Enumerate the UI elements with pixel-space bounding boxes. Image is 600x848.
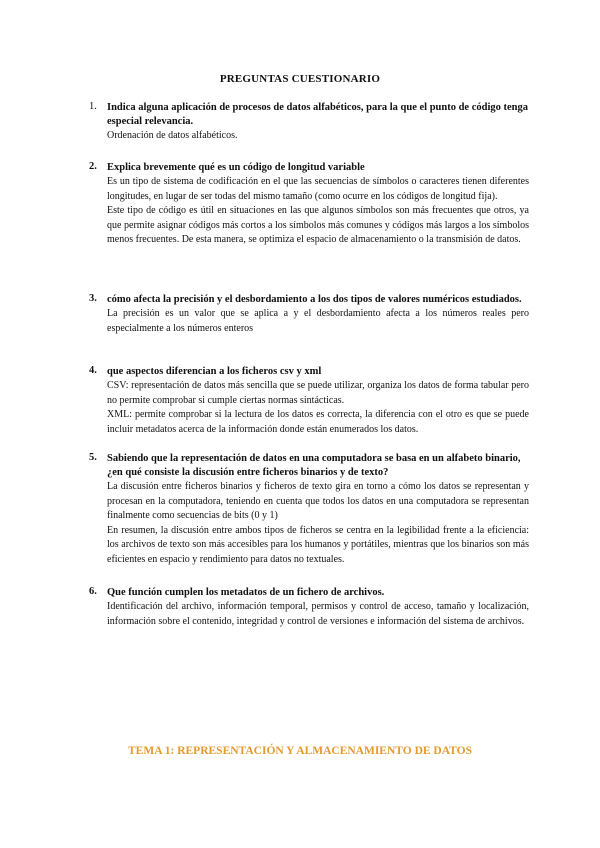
- question-4: [89, 365, 529, 437]
- question-text: que aspectos diferencian a los ficheros csv y xml: [107, 366, 322, 377]
- answer-paragraph: La precisión es un valor que se aplica a y el desbordamiento afecta a los números reales pero especialmente a los números enteros: [107, 308, 529, 334]
- question-text: Que función cumplen los metadatos de un fichero de archivos.: [107, 587, 385, 598]
- question-6: [89, 586, 529, 629]
- question-text: cómo afecta la precisión y el desbordamiento a los dos tipos de valores numéricos estudiados.: [107, 294, 522, 305]
- question-number: 4.: [89, 365, 97, 376]
- answer-paragraph: En resumen, la discusión entre ambos tipos de ficheros se centra en la legibilidad frente a la eficiencia: los archivos de texto son más accesibles para los humanos y portátiles, mientras que los binarios son más eficientes en espacio y rendimiento para datos no textuales.: [107, 524, 529, 565]
- page-title: PREGUNTAS CUESTIONARIO: [219, 73, 381, 85]
- question-text: Explica brevemente qué es un código de longitud variable: [107, 162, 365, 173]
- answer-paragraph: CSV: representación de datos más sencilla que se puede utilizar, organiza los datos de forma tabular pero no permite comprobar si cumple ciertas normas sintácticas.: [107, 380, 529, 406]
- question-text: Indica alguna aplicación de procesos de datos alfabéticos, para la que el punto de código tenga especial relevancia.: [107, 102, 529, 127]
- question-3: [89, 293, 529, 336]
- question-text: Sabiendo que la representación de datos en una computadora se basa en un alfabeto binario, ¿en qué consiste la discusión entre ficheros binarios y de texto?: [107, 453, 521, 478]
- question-number: 2.: [89, 161, 97, 172]
- question-number: 1.: [89, 101, 97, 112]
- question-5: [89, 452, 529, 568]
- question-number: 6.: [89, 586, 97, 597]
- question-1: [89, 101, 529, 144]
- answer-paragraph: Ordenación de datos alfabéticos.: [107, 130, 238, 141]
- question-number: 5.: [89, 452, 97, 463]
- footer-heading: TEMA 1: REPRESENTACIÓN Y ALMACENAMIENTO DE DATOS: [128, 745, 472, 757]
- answer-paragraph: Identificación del archivo, información temporal, permisos y control de acceso, tamaño y localización, información sobre el contenido, integridad y control de versiones e información del sistema de archivos.: [107, 601, 529, 627]
- answer-paragraph: Es un tipo de sistema de codificación en el que las secuencias de símbolos o caracteres tienen diferentes longitudes, en lugar de ser todas del mismo tamaño (como ocurre en los códigos de longitud fija).: [107, 176, 529, 202]
- answer-paragraph: La discusión entre ficheros binarios y ficheros de texto gira en torno a cómo los datos se representan y procesan en la computadora, teniendo en cuenta que todos los datos en una computadora se representan finalmente como secuencias de bits (0 y 1): [107, 481, 529, 522]
- answer-paragraph: XML: permite comprobar si la lectura de los datos es correcta, la diferencia con el otro es que se puede incluir metadatos acerca de la información donde están enumerados los datos.: [107, 409, 529, 435]
- question-2: [89, 161, 529, 248]
- question-number: 3.: [89, 293, 97, 304]
- answer-paragraph: Este tipo de código es útil en situaciones en las que algunos símbolos son más frecuentes que otros, ya que permite asignar códigos más cortos a los símbolos más comunes y códigos más largos a los símbolos menos frecuentes. De esta manera, se optimiza el espacio de almacenamiento o la transmisión de datos.: [107, 205, 529, 246]
